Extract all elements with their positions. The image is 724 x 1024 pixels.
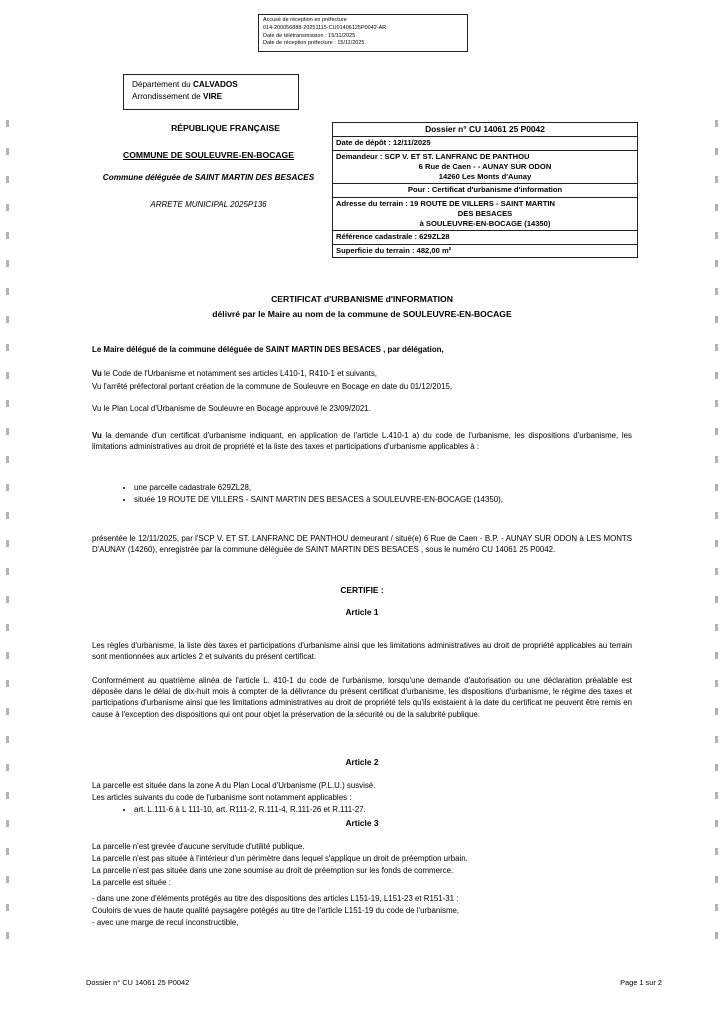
list-item: • une parcelle cadastrale 629ZL28, — [134, 482, 632, 493]
article-1-paragraph-2: Conformément au quatrième alinéa de l'article L. 410-1 du code de l'urbanisme, lorsqu'une demande d'autorisation ou une déclaration préalable est déposée dans le délai de dix-huit mois à compter de la délivrance du présent certificat d'urbanisme, les dispositions d'urbanisme, le régime des taxes et participations d'urbanisme ainsi que les limitations administratives au droit de propriété tels qu'ils existaient à la date du certificat ne peuvent être remis en cause à l'exception des dispositions qui ont pour objet la préservation de la sécurité ou de la salubrité publique. — [92, 676, 632, 719]
arrondissement-value: VIRE — [203, 92, 223, 102]
reference-cadastrale-value: 629ZL28 — [419, 232, 450, 242]
arrondissement-line — [132, 91, 292, 103]
department-value: CALVADOS — [193, 80, 238, 89]
stamp-line-2: 014-200056888-20251115-CU01406125P0042-AR — [263, 24, 387, 31]
vu-1-keyword: Vu — [92, 369, 104, 378]
footer-page-number: Page 1 sur 2 — [620, 978, 662, 987]
adresse-terrain-value: 19 ROUTE DE VILLERS - SAINT MARTIN — [409, 198, 556, 208]
demande-bullet-list — [92, 482, 632, 506]
article-3-line-5: - dans une zone d'éléments protégés au titre des dispositions des articles L151-19, L151-23 et R151-31 : — [92, 894, 459, 903]
stamp-line-3: Date de télétransmission : 15/11/2025 — [263, 32, 356, 39]
article-1-heading: Article 1 — [345, 607, 379, 617]
pour-row — [333, 184, 637, 197]
department-label: Département du — [132, 80, 193, 89]
department-line — [132, 79, 292, 91]
adresse-terrain-row — [333, 198, 637, 232]
dossier-number-row — [333, 123, 637, 137]
adresse-terrain-line — [336, 199, 634, 209]
article-3-line-7: - avec une marge de recul inconstructible, — [92, 918, 239, 927]
adresse-terrain-line-3: à SOULEUVRE-EN-BOCAGE (14350) — [419, 219, 551, 229]
demandeur-line — [336, 152, 634, 162]
reference-cadastrale-row — [333, 231, 637, 244]
superficie-row — [333, 245, 637, 258]
demandeur-address-line-2: 14260 Les Monts d'Aunay — [438, 172, 532, 182]
footer-dossier-reference: Dossier n° CU 14061 25 P0042 — [86, 978, 190, 987]
article-2-bullet-list — [92, 804, 632, 816]
document-title-line-2: délivré par le Maire au nom de la commune de SOULEUVRE-EN-BOCAGE — [212, 308, 512, 319]
vu-4 — [92, 430, 632, 452]
commune-deleguee-title: Commune déléguée de SAINT MARTIN DES BESACES — [102, 173, 315, 182]
article-3-line-6: Couloirs de vues de haute qualité paysagère potégés au titre de l'article L151-19 du code de l'urbanisme, — [92, 906, 460, 915]
article-3-line-2: La parcelle n'est pas située à l'intérieur d'un périmètre dans lequel s'applique un droit de préemption urbain. — [92, 854, 468, 863]
dossier-number: Dossier n° CU 14061 25 P0042 — [425, 124, 545, 134]
vu-1 — [92, 368, 632, 379]
prefecture-receipt-stamp — [258, 14, 468, 52]
document-title-line-1: CERTIFICAT d'URBANISME d'INFORMATION — [271, 294, 453, 304]
vu-3: Vu le Plan Local d'Urbanisme de Souleuvre en Bocage approuvé le 23/09/2021. — [92, 404, 371, 413]
demandeur-row — [333, 151, 637, 185]
document-title — [62, 292, 662, 321]
page-footer — [86, 978, 662, 987]
article-3-line-1: La parcelle n'est grevée d'aucune servitude d'utilité publique. — [92, 842, 305, 851]
presentee-paragraph: présentée le 12/11/2025, par l'SCP V. ET ST. LANFRANC DE PANTHOU demeurant / situé(e) 6 Rue de Caen - B.P. - AUNAY SUR ODON à LES MONTS D'AUNAY (14260), enregistrée par la commune déléguée de SAINT MARTIN DES BESACES , sous le numéro CU 14061 25 P0042. — [92, 534, 632, 555]
adresse-terrain-line-2: DES BESACES — [457, 208, 513, 218]
demandeur-value: SCP V. ET ST. LANFRANC DE PANTHOU — [384, 151, 530, 161]
certifie-heading: CERTIFIE : — [340, 585, 384, 595]
adresse-terrain-label: Adresse du terrain : — [336, 198, 408, 208]
stamp-line-4: Date de réception préfecture : 15/11/2025 — [263, 40, 365, 47]
date-depot-label: Date de dépôt : — [336, 138, 393, 148]
arrete-municipal-reference: ARRETE MUNICIPAL 2025P136 — [150, 200, 267, 209]
vu-2: Vu l'arrêté préfectoral portant création de la commune de Souleuvre en Bocage en date du 01/12/2015, — [92, 382, 453, 391]
demandeur-label: Demandeur : — [336, 151, 385, 161]
list-item: • art. L.111-6 à L 111-10, art. R111-2, R.111-4, R.111-26 et R.111-27. — [134, 804, 632, 815]
article-3-line-3: La parcelle n'est pas située dans une zone soumise au droit de préemption sur les fonds de commerce. — [92, 866, 454, 875]
article-1-paragraph-1: Les règles d'urbanisme, la liste des taxes et participations d'urbanisme ainsi que les limitations administratives au droit de propriété applicables au terrain sont mentionnées aux articles 2 et suivants du présent certificat. — [92, 641, 632, 662]
scan-edge-marks-right — [715, 120, 718, 940]
dossier-info-table — [332, 122, 638, 258]
republique-francaise-title: RÉPUBLIQUE FRANÇAISE — [171, 123, 280, 133]
commune-title: COMMUNE DE SOULEUVRE-EN-BOCAGE — [123, 150, 294, 160]
vu-4-text: la demande d'un certificat d'urbanisme indiquant, en application de l'article L.410-1 a) du code de l'urbanisme, les dispositions d'urbanisme, les limitations administratives au droit de propriété et la liste des taxes et participations d'urbanisme applicables à : — [92, 431, 633, 452]
pour-value: Certificat d'urbanisme d'information — [431, 185, 563, 195]
article-3-heading: Article 3 — [345, 818, 379, 828]
article-3-line-4: La parcelle est située : — [92, 878, 171, 887]
demandeur-address-line-1: 6 Rue de Caen - - AUNAY SUR ODON — [418, 161, 552, 171]
scan-edge-marks-left — [6, 120, 9, 940]
date-depot-row — [333, 137, 637, 150]
maire-statement: Le Maire délégué de la commune déléguée de SAINT MARTIN DES BESACES , par délégation, — [92, 345, 444, 354]
article-2-paragraph-1: La parcelle est située dans la zone A du Plan Local d'Urbanisme (P.L.U.) susvisé. — [92, 781, 376, 790]
article-2-paragraph-2: Les articles suivants du code de l'urbanisme sont notamment applicables : — [92, 793, 352, 802]
date-depot-value: 12/11/2025 — [392, 138, 431, 148]
pour-label: Pour : — [407, 185, 432, 195]
superficie-value: 482,00 m² — [416, 245, 452, 255]
superficie-label: Superficie du terrain : — [336, 245, 417, 255]
reference-cadastrale-label: Référence cadastrale : — [336, 232, 420, 242]
vu-1-text: le Code de l'Urbanisme et notamment ses articles L410-1, R410-1 et suivants, — [103, 369, 377, 378]
list-item: • située 19 ROUTE DE VILLERS - SAINT MARTIN DES BESACES à SOULEUVRE-EN-BOCAGE (14350), — [134, 494, 632, 505]
vu-4-keyword: Vu — [92, 431, 106, 440]
article-2-heading: Article 2 — [345, 757, 379, 767]
department-box — [123, 74, 299, 110]
stamp-line-1: Accusé de réception en préfecture — [263, 17, 347, 23]
arrondissement-label: Arrondissement de — [132, 92, 203, 102]
